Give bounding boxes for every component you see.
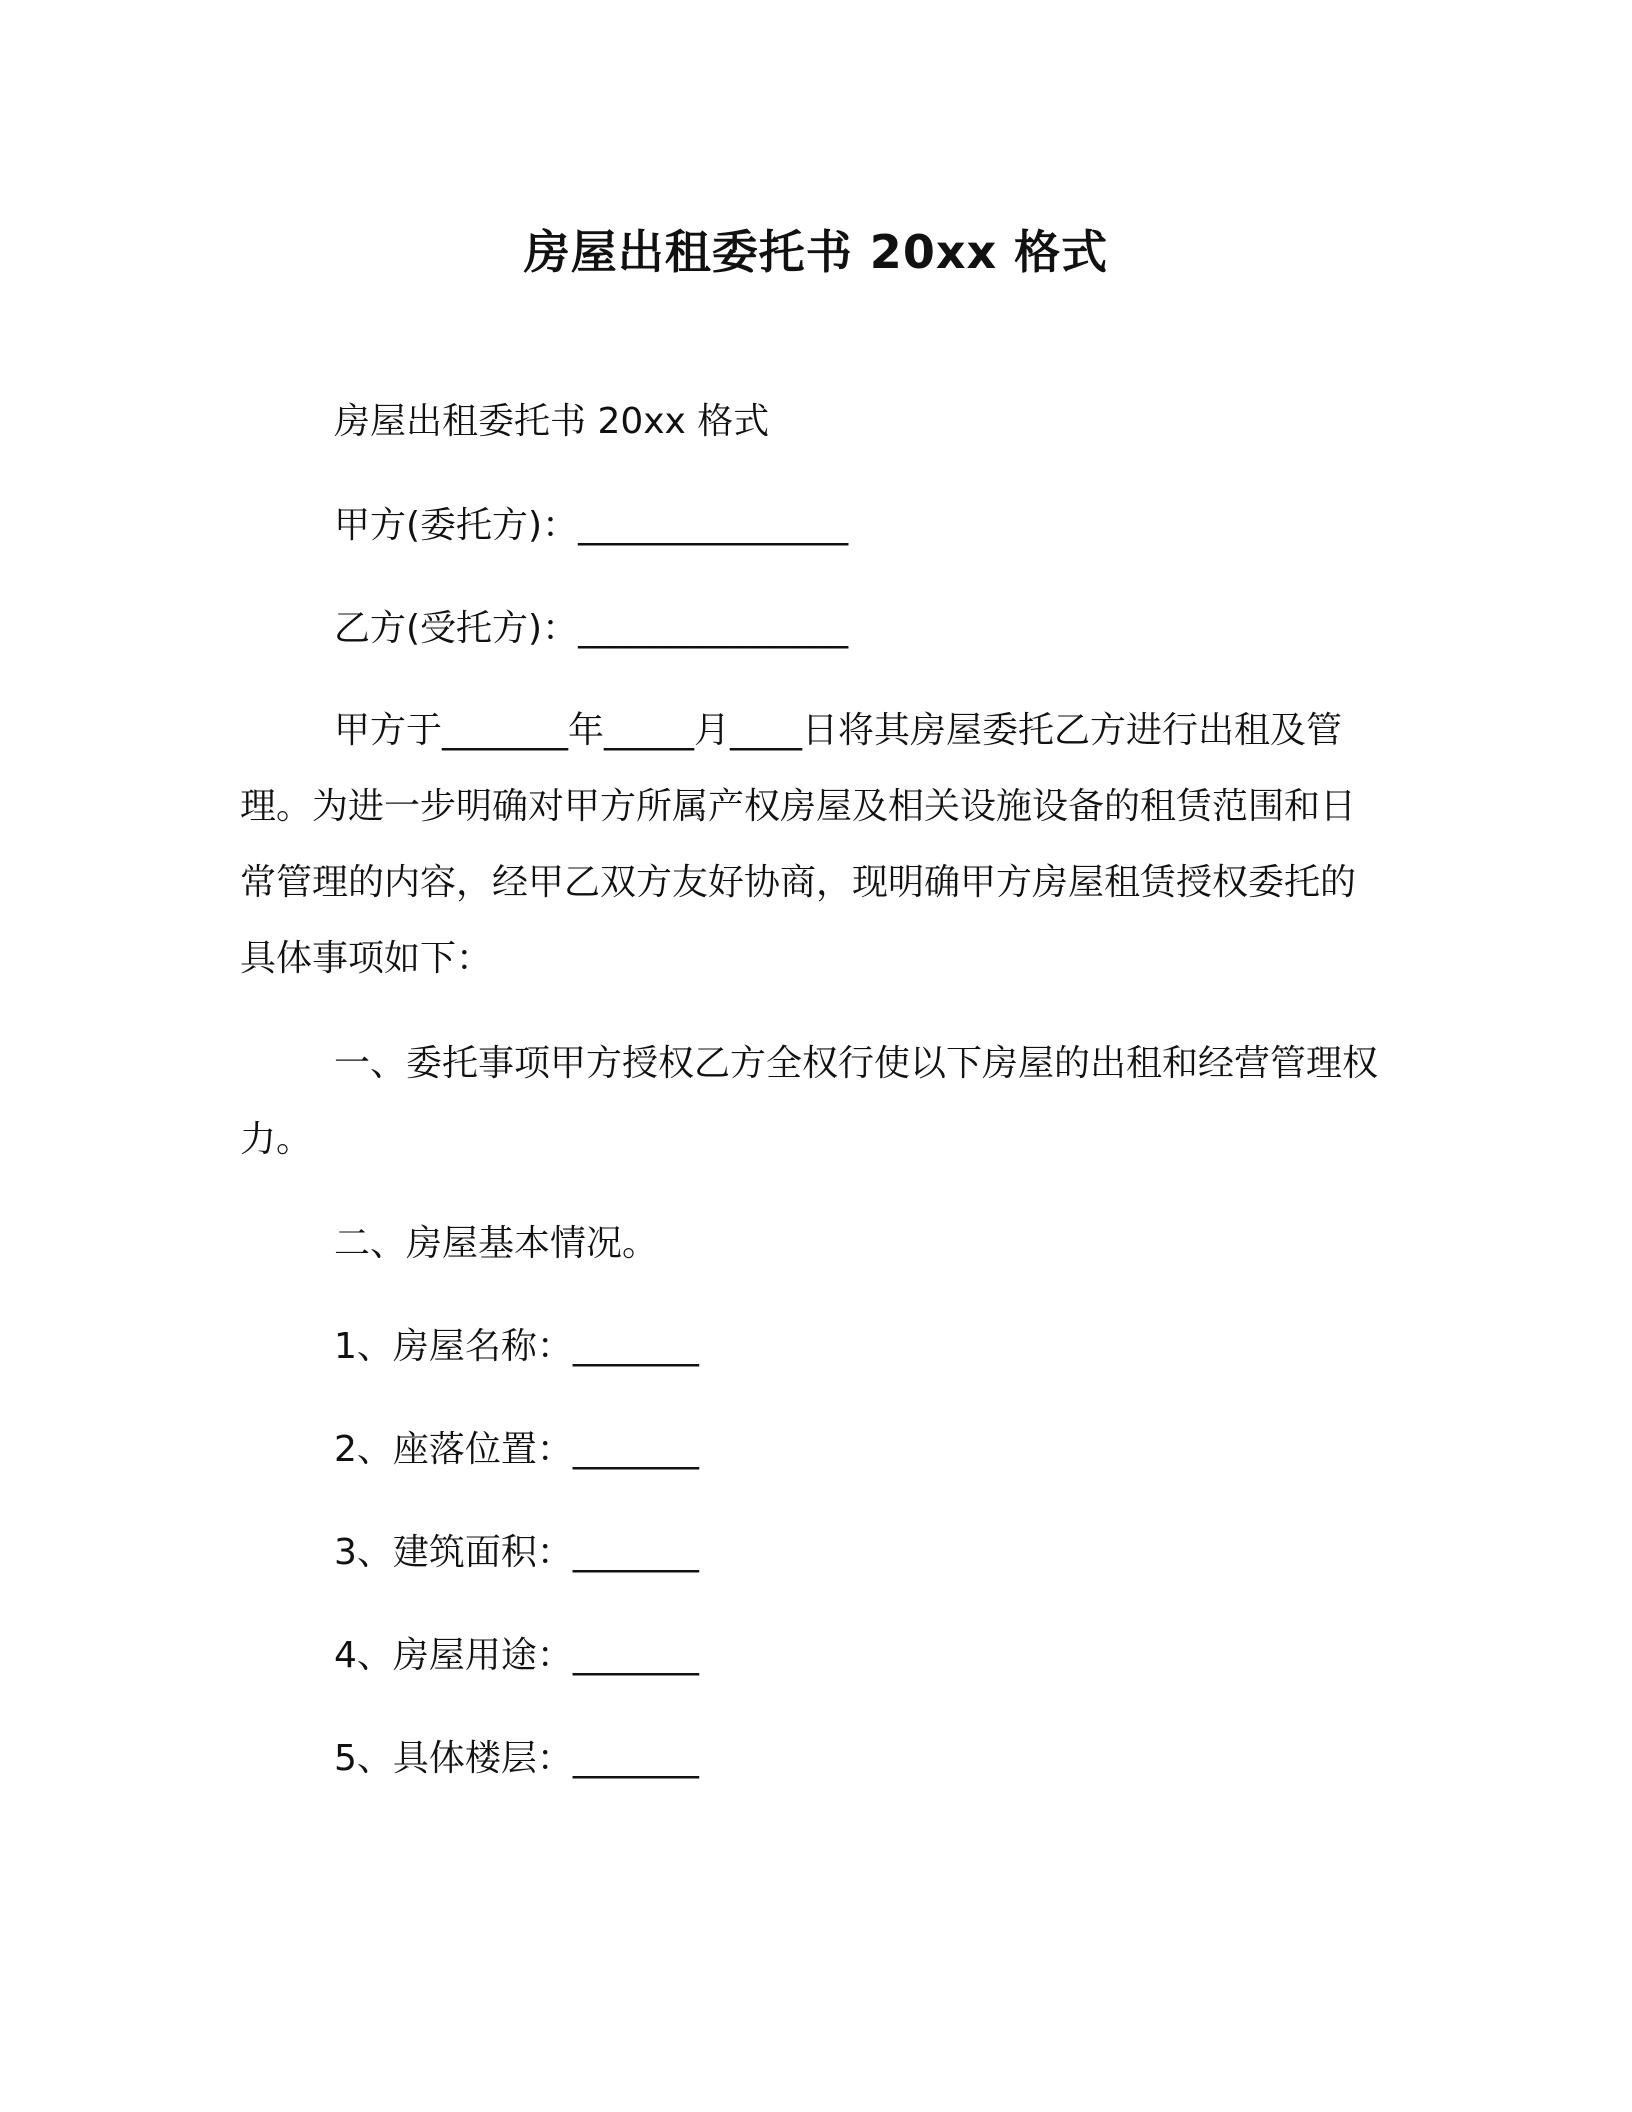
item-house-usage: 4、房屋用途：_______ (334, 1635, 699, 1676)
section-two-heading: 二、房屋基本情况。 (334, 1223, 659, 1264)
intro-paragraph: 甲方于_______年_____月____日将其房屋委托乙方进行出租及管理。为进一步明确对甲方所属产权房屋及相关设施设备的租赁范围和日常管理的内容，经甲乙双方友好协商，现明确甲方房屋租赁授权委托的具体事项如下： (240, 710, 1357, 979)
item-house-name: 1、房屋名称：_______ (334, 1326, 699, 1367)
party-b-line: 乙方(受托方)：_______________ (334, 608, 849, 649)
subtitle: 房屋出租委托书 20xx 格式 (334, 401, 770, 442)
party-a-line: 甲方(委托方)：_______________ (334, 505, 849, 546)
item-floor-area: 3、建筑面积：_______ (334, 1532, 699, 1573)
document-title: 房屋出租委托书 20xx 格式 (523, 225, 1109, 279)
item-location: 2、座落位置：_______ (334, 1429, 699, 1470)
item-floor-level: 5、具体楼层：_______ (334, 1738, 699, 1779)
section-one-paragraph: 一、委托事项甲方授权乙方全权行使以下房屋的出租和经营管理权力。 (240, 1043, 1379, 1160)
